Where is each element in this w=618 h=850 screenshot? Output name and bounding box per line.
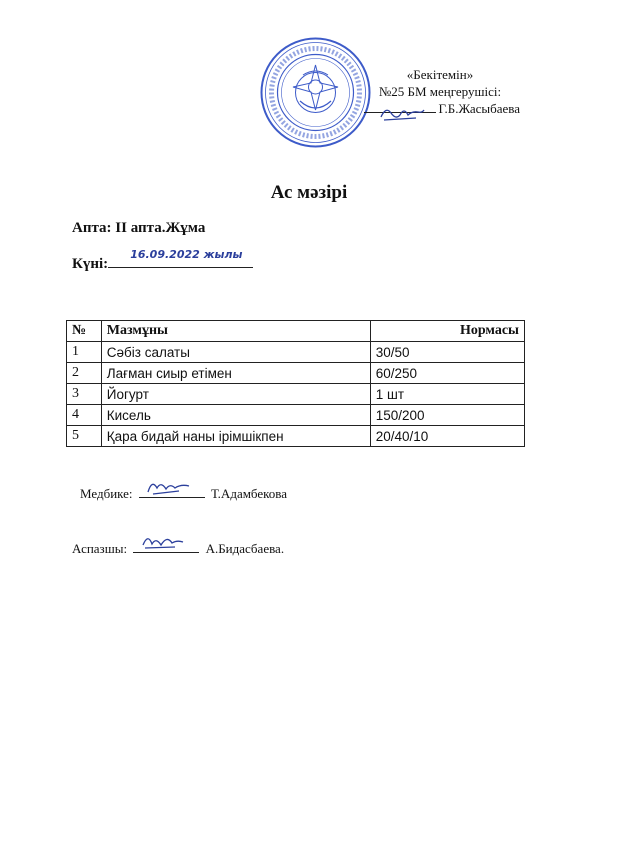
approval-line1: «Бекітемін» <box>406 67 474 82</box>
cook-signature-line <box>133 540 199 553</box>
table-row <box>67 405 525 426</box>
row-dish: Йогурт <box>101 384 370 405</box>
director-name: Г.Б.Жасыбаева <box>438 101 520 116</box>
row-dish: Лағман сиыр етімен <box>101 363 370 384</box>
date-field <box>108 248 253 268</box>
week-label: Апта: ІІ апта.Жұма <box>72 220 206 236</box>
nurse-label: Медбике: <box>80 486 133 501</box>
table-row <box>67 426 525 447</box>
page-title: Ас мәзірі <box>270 182 348 203</box>
nurse-name: Т.Адамбекова <box>211 486 288 501</box>
table-row <box>67 384 525 405</box>
row-number: 4 <box>67 405 102 426</box>
header-content: Мазмұны <box>101 321 370 342</box>
table-header-row <box>67 321 525 342</box>
menu-table <box>66 320 525 447</box>
nurse-signature-row <box>80 485 287 502</box>
row-number: 3 <box>67 384 102 405</box>
handwritten-date: 16.09.2022 жылы <box>130 248 243 261</box>
row-norm: 1 шт <box>370 384 524 405</box>
row-number: 2 <box>67 363 102 384</box>
row-norm: 20/40/10 <box>370 426 524 447</box>
nurse-signature-line <box>139 485 205 498</box>
row-dish: Кисель <box>101 405 370 426</box>
director-signature <box>378 103 426 125</box>
cook-signature-row <box>72 540 284 557</box>
date-row <box>72 248 253 273</box>
row-dish: Сәбіз салаты <box>101 342 370 363</box>
table-row <box>67 363 525 384</box>
nurse-signature <box>145 477 191 497</box>
header-norm: Нормасы <box>370 321 524 342</box>
header-number: № <box>67 321 102 342</box>
table-row <box>67 342 525 363</box>
row-norm: 60/250 <box>370 363 524 384</box>
row-norm: 30/50 <box>370 342 524 363</box>
cook-signature <box>139 532 185 552</box>
cook-name: А.Бидасбаева. <box>205 541 285 556</box>
approval-line2: №25 БМ меңгерушісі: <box>378 84 502 99</box>
official-seal-stamp <box>258 35 373 150</box>
date-label: Күні: <box>72 256 109 272</box>
cook-label: Аспазшы: <box>72 541 128 556</box>
row-number: 5 <box>67 426 102 447</box>
row-dish: Қара бидай наны ірімшікпен <box>101 426 370 447</box>
row-number: 1 <box>67 342 102 363</box>
row-norm: 150/200 <box>370 405 524 426</box>
